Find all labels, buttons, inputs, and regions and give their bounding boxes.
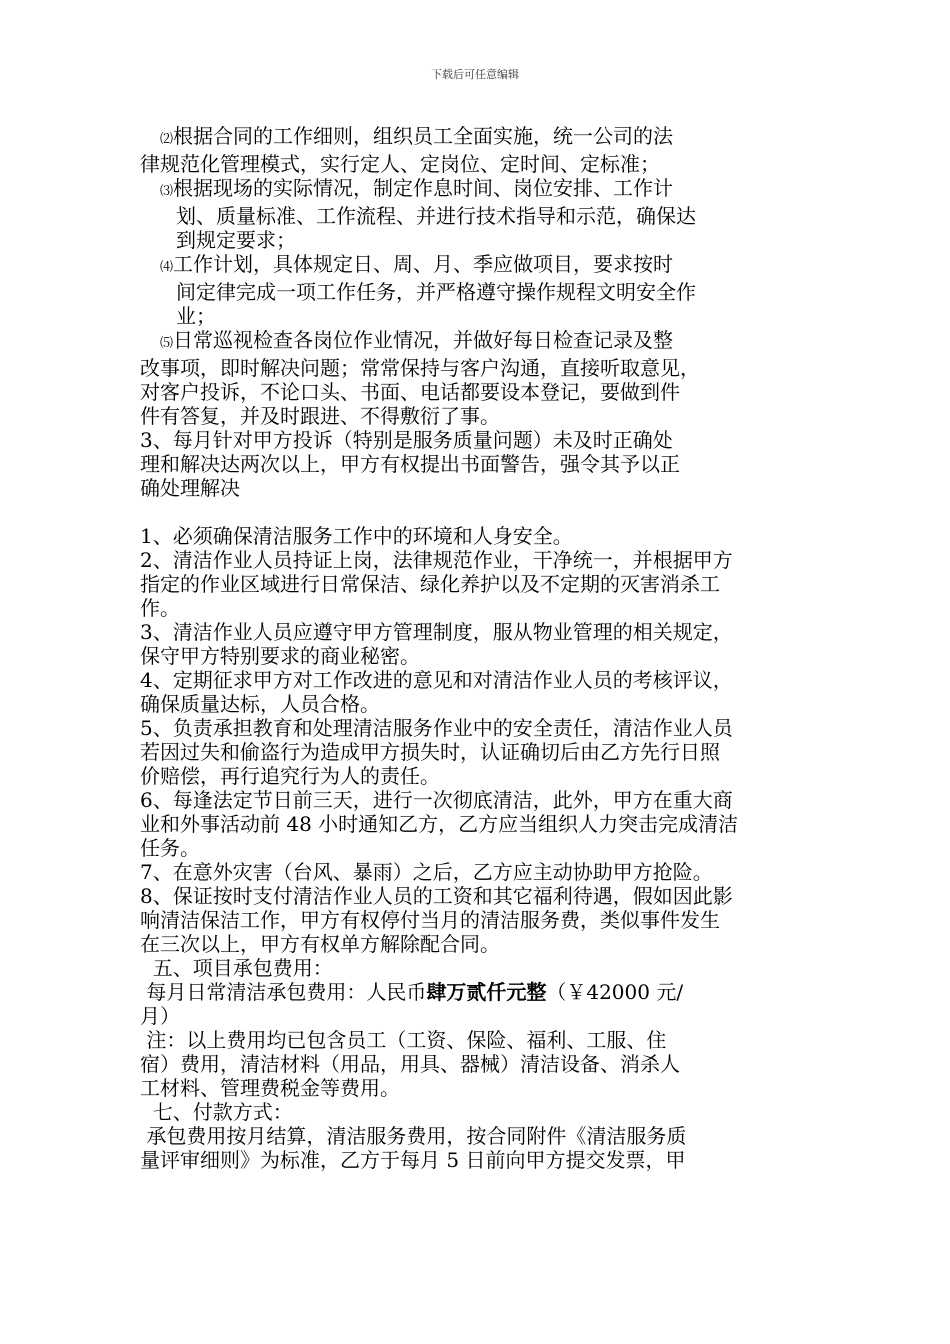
para-3-line-3: 到规定要求；: [176, 228, 296, 252]
para-5-number: ⑸: [160, 336, 174, 351]
payment-line-2: 量评审细则》为标准，乙方于每月 5 日前向甲方提交发票，甲: [140, 1148, 686, 1172]
para-5-line-2: 改事项，即时解决问题；常常保持与客户沟通，直接听取意见，: [140, 356, 700, 380]
list-item-4-line-1: 4、定期征求甲方对工作改进的意见和对清洁作业人员的考核评议，: [140, 668, 733, 692]
list-item-2-line-1: 2、清洁作业人员持证上岗，法律规范作业，干净统一，并根据甲方: [140, 548, 733, 572]
para-3-number: ⑶: [160, 184, 174, 199]
para-5-line-1: ⑸日常巡视检查各岗位作业情况，并做好每日检查记录及整: [160, 328, 674, 352]
payment-line-1: 承包费用按月结算，清洁服务费用，按合同附件《清洁服务质: [140, 1124, 687, 1148]
list-item-7-line-1: 7、在意外灾害（台风、暴雨）之后，乙方应主动协助甲方抢险。: [140, 860, 713, 884]
fee-line-1: 每月日常清洁承包费用：人民币肆万贰仟元整（￥42000 元/: [140, 980, 684, 1004]
list-item-2-line-3: 作。: [140, 596, 180, 620]
para-4-line-2: 间定律完成一项工作任务，并严格遵守操作规程文明安全作: [176, 280, 696, 304]
para-4-number: ⑷: [160, 260, 174, 275]
item-3-line-1: 3、每月针对甲方投诉（特别是服务质量问题）未及时正确处: [140, 428, 673, 452]
item-3-line-3: 确处理解决: [140, 476, 240, 500]
list-item-2-line-2: 指定的作业区域进行日常保洁、绿化养护以及不定期的灭害消杀工: [140, 572, 720, 596]
fee-line-2: 月）: [140, 1004, 180, 1028]
note-line-3: 工材料、管理费税金等费用。: [140, 1076, 400, 1100]
list-item-5-line-2: 若因过失和偷盗行为造成甲方损失时，认证确切后由乙方先行日照: [140, 740, 720, 764]
list-item-6-line-3: 任务。: [140, 836, 200, 860]
section-7-heading: 七、付款方式：: [140, 1100, 293, 1124]
note-line-2: 宿）费用，清洁材料（用品，用具、器械）清洁设备、消杀人: [140, 1052, 680, 1076]
list-item-4-line-2: 确保质量达标，人员合格。: [140, 692, 380, 716]
section-5-heading: 五、项目承包费用：: [140, 956, 333, 980]
list-item-6-line-1: 6、每逢法定节日前三天，进行一次彻底清洁，此外，甲方在重大商: [140, 788, 733, 812]
para-5-line-3: 对客户投诉，不论口头、书面、电话都要设本登记，要做到件: [140, 380, 680, 404]
list-item-8-line-3: 在三次以上，甲方有权单方解除配合同。: [140, 932, 500, 956]
item-3-line-2: 理和解决达两次以上，甲方有权提出书面警告，强令其予以正: [140, 452, 680, 476]
list-item-3-line-1: 3、清洁作业人员应遵守甲方管理制度，服从物业管理的相关规定，: [140, 620, 733, 644]
blank-line: [140, 500, 820, 524]
page-header: 下载后可任意编辑: [431, 68, 519, 81]
list-item-3-line-2: 保守甲方特别要求的商业秘密。: [140, 644, 420, 668]
list-item-5-line-3: 价赔偿，再行追究行为人的责任。: [140, 764, 440, 788]
para-3-line-2: 划、质量标准、工作流程、并进行技术指导和示范，确保达: [176, 204, 696, 228]
para-2-line-1: ⑵根据合同的工作细则，组织员工全面实施，统一公司的法: [160, 124, 674, 148]
list-item-8-line-2: 响清洁保洁工作，甲方有权停付当月的清洁服务费，类似事件发生: [140, 908, 720, 932]
list-item-6-line-2: 业和外事活动前 48 小时通知乙方，乙方应当组织人力突击完成清洁: [140, 812, 739, 836]
para-4-line-3: 业；: [176, 304, 216, 328]
list-item-5-line-1: 5、负责承担教育和处理清洁服务作业中的安全责任，清洁作业人员: [140, 716, 733, 740]
para-5-line-4: 件有答复，并及时跟进、不得敷衍了事。: [140, 404, 500, 428]
para-2-line-2: 律规范化管理模式，实行定人、定岗位、定时间、定标准；: [140, 152, 660, 176]
note-line-1: 注：以上费用均已包含员工（工资、保险、福利、工服、住: [140, 1028, 667, 1052]
document-body: [140, 124, 820, 1172]
list-item-1-line-1: 1、必须确保清洁服务工作中的环境和人身安全。: [140, 524, 573, 548]
para-2-number: ⑵: [160, 132, 174, 147]
para-4-line-1: ⑷工作计划，具体规定日、周、月、季应做项目，要求按时: [160, 252, 674, 276]
list-item-8-line-1: 8、保证按时支付清洁作业人员的工资和其它福利待遇，假如因此影: [140, 884, 733, 908]
fee-amount: 肆万贰仟元整: [426, 980, 547, 1004]
para-3-line-1: ⑶根据现场的实际情况，制定作息时间、岗位安排、工作计: [160, 176, 674, 200]
